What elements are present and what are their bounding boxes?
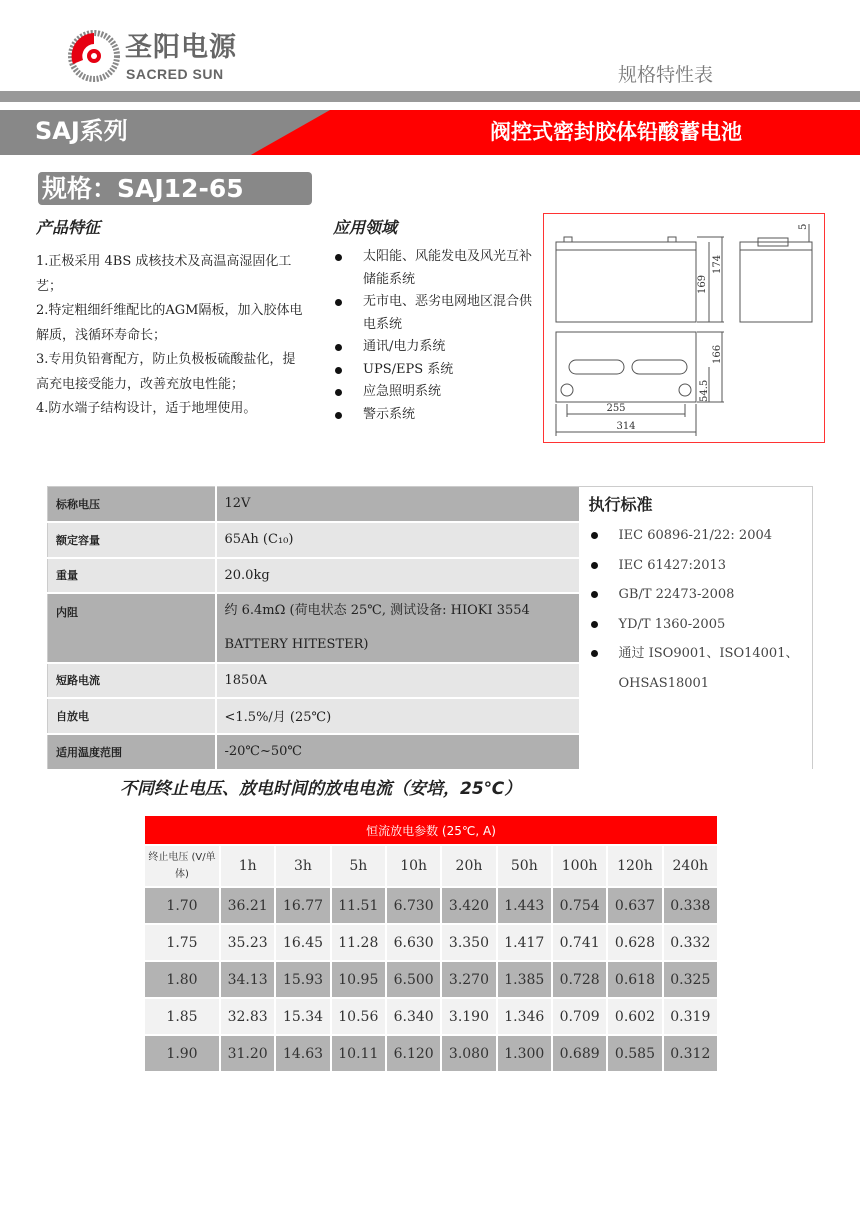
current-value: 34.13 (220, 961, 275, 998)
dim-terminal-height: 5 (798, 223, 809, 230)
current-value: 6.120 (386, 1035, 441, 1072)
current-value: 6.340 (386, 998, 441, 1035)
current-value: 0.585 (607, 1035, 662, 1072)
standard-item: YD/T 1360-2005 (589, 610, 803, 640)
standard-item: GB/T 22473-2008 (589, 580, 803, 610)
column-header: 10h (386, 845, 441, 887)
current-value: 1.443 (497, 887, 552, 924)
series-title: SAJ系列 (35, 117, 128, 145)
column-header: 50h (497, 845, 552, 887)
column-header: 120h (607, 845, 662, 887)
column-header: 20h (441, 845, 496, 887)
table-row (144, 887, 718, 924)
current-value: 0.628 (607, 924, 662, 961)
spec-label: 额定容量 (48, 522, 216, 558)
feature-item: 1.正极采用 4BS 成核技术及高温高湿固化工艺； (36, 254, 292, 294)
spec-value: -20℃~50℃ (216, 734, 579, 770)
spec-value: 65Ah (C₁₀) (216, 522, 579, 558)
current-value: 0.689 (552, 1035, 607, 1072)
current-value: 0.741 (552, 924, 607, 961)
spec-label: 自放电 (48, 698, 216, 734)
model-label: 规格：SAJ12-65 (38, 172, 312, 205)
current-value: 0.602 (607, 998, 662, 1035)
end-voltage: 1.80 (144, 961, 220, 998)
standard-item: IEC 61427:2013 (589, 551, 803, 581)
spec-value: 1850A (216, 663, 579, 698)
discharge-title: 不同终止电压、放电时间的放电电流（安培，25℃） (120, 779, 522, 799)
dim-terminal-spacing: 255 (606, 403, 626, 414)
current-value: 3.190 (441, 998, 496, 1035)
current-value: 3.270 (441, 961, 496, 998)
standards-panel (579, 487, 813, 770)
logo-text-en: SACRED SUN (126, 66, 224, 82)
current-value: 15.93 (275, 961, 330, 998)
current-value: 0.728 (552, 961, 607, 998)
current-value: 0.332 (663, 924, 718, 961)
spec-value: 20.0kg (216, 558, 579, 593)
spec-label: 短路电流 (48, 663, 216, 698)
current-value: 31.20 (220, 1035, 275, 1072)
applications-heading: 应用领域 (333, 218, 398, 237)
spec-value: 约 6.4mΩ (荷电状态 25℃, 测试设备: HIOKI 3554 BATTERY HITESTER) (216, 593, 579, 663)
application-item: 无市电、恶劣电网地区混合供电系统 (333, 291, 543, 336)
document-type: 规格特性表 (618, 64, 714, 86)
feature-item: 3.专用负铅膏配方，防止负极板硫酸盐化，提高充电接受能力，改善充放电性能； (36, 352, 296, 392)
dim-length: 314 (616, 421, 636, 432)
current-value: 0.618 (607, 961, 662, 998)
spec-value: 12V (216, 487, 579, 522)
current-value: 32.83 (220, 998, 275, 1035)
spec-table (47, 486, 813, 771)
dim-terminal-offset: 54.5 (699, 379, 710, 402)
discharge-table-title: 恒流放电参数 (25℃, A) (144, 815, 718, 845)
current-value: 0.754 (552, 887, 607, 924)
logo-text-cn: 圣阳电源 (125, 32, 237, 63)
standard-item: 通过 ISO9001、ISO14001、OHSAS18001 (589, 639, 803, 698)
corner-header: 终止电压 (V/单体) (144, 845, 220, 887)
logo-icon (68, 30, 120, 82)
features-heading: 产品特征 (36, 218, 101, 237)
current-value: 6.500 (386, 961, 441, 998)
current-value: 11.51 (331, 887, 386, 924)
column-header: 240h (663, 845, 718, 887)
current-value: 3.350 (441, 924, 496, 961)
column-header: 1h (220, 845, 275, 887)
product-subtitle: 阀控式密封胶体铅酸蓄电池 (490, 120, 742, 144)
current-value: 6.730 (386, 887, 441, 924)
spec-value: <1.5%/月 (25℃) (216, 698, 579, 734)
table-row (144, 998, 718, 1035)
current-value: 0.338 (663, 887, 718, 924)
current-value: 15.34 (275, 998, 330, 1035)
current-value: 1.417 (497, 924, 552, 961)
application-item: 通讯/电力系统 (333, 336, 543, 359)
current-value: 16.45 (275, 924, 330, 961)
current-value: 1.346 (497, 998, 552, 1035)
current-value: 0.637 (607, 887, 662, 924)
application-item: UPS/EPS 系统 (333, 359, 543, 382)
current-value: 0.325 (663, 961, 718, 998)
column-header: 100h (552, 845, 607, 887)
table-row (144, 961, 718, 998)
current-value: 3.420 (441, 887, 496, 924)
current-value: 36.21 (220, 887, 275, 924)
current-value: 14.63 (275, 1035, 330, 1072)
current-value: 11.28 (331, 924, 386, 961)
end-voltage: 1.85 (144, 998, 220, 1035)
end-voltage: 1.90 (144, 1035, 220, 1072)
discharge-table (143, 814, 719, 1073)
current-value: 0.312 (663, 1035, 718, 1072)
application-item: 警示系统 (333, 404, 543, 427)
current-value: 16.77 (275, 887, 330, 924)
spec-label: 内阻 (48, 593, 216, 663)
features-list (36, 250, 304, 422)
application-item: 应急照明系统 (333, 381, 543, 404)
current-value: 10.95 (331, 961, 386, 998)
feature-item: 4.防水端子结构设计，适于地埋使用。 (36, 401, 257, 416)
current-value: 0.319 (663, 998, 718, 1035)
standards-heading: 执行标准 (588, 495, 653, 514)
spec-label: 重量 (48, 558, 216, 593)
standard-item: IEC 60896-21/22: 2004 (589, 521, 803, 551)
dim-height-total: 174 (712, 254, 723, 274)
applications-list (333, 246, 543, 426)
current-value: 3.080 (441, 1035, 496, 1072)
end-voltage: 1.70 (144, 887, 220, 924)
column-header: 5h (331, 845, 386, 887)
current-value: 10.56 (331, 998, 386, 1035)
current-value: 1.385 (497, 961, 552, 998)
dimension-drawing (543, 213, 825, 443)
current-value: 10.11 (331, 1035, 386, 1072)
column-header: 3h (275, 845, 330, 887)
divider-bar (0, 91, 860, 102)
table-row (144, 924, 718, 961)
application-item: 太阳能、风能发电及风光互补储能系统 (333, 246, 543, 291)
dim-height-box: 169 (697, 274, 708, 294)
end-voltage: 1.75 (144, 924, 220, 961)
current-value: 35.23 (220, 924, 275, 961)
dim-width: 166 (712, 344, 723, 364)
current-value: 6.630 (386, 924, 441, 961)
current-value: 0.709 (552, 998, 607, 1035)
feature-item: 2.特定粗细纤维配比的AGM隔板，加入胶体电解质，浅循环寿命长； (36, 303, 303, 343)
spec-label: 适用温度范围 (48, 734, 216, 770)
spec-label: 标称电压 (48, 487, 216, 522)
current-value: 1.300 (497, 1035, 552, 1072)
table-row (144, 1035, 718, 1072)
